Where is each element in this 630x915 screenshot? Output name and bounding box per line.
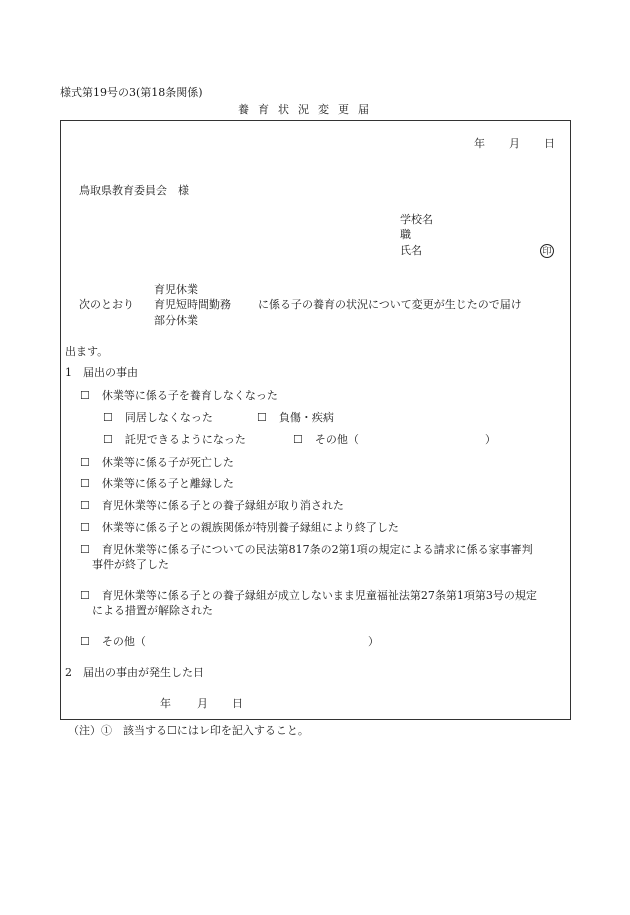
reason-other[interactable] (80, 635, 146, 649)
checkbox[interactable]: ☐ (257, 411, 267, 424)
section2-title: 2 届出の事由が発生した日 (65, 666, 204, 679)
leave-type-childcare: 育児休業 (154, 283, 198, 296)
reason-label: 休業等に係る子との親族関係が特別養子縁組により終了した (101, 521, 399, 534)
reason-label: 負傷・疾病 (278, 411, 334, 424)
intro-suffix: に係る子の養育の状況について変更が生じたので届け (258, 298, 522, 311)
reason-other-sub[interactable] (293, 433, 359, 447)
reason-label: 同居しなくなった (124, 411, 213, 424)
checkbox[interactable]: ☐ (103, 411, 113, 424)
reason-label: 休業等に係る子を養育しなくなった (101, 389, 278, 402)
reason-other-close: ） (368, 635, 379, 648)
occurred-day: 日 (232, 697, 243, 710)
reason-family-court-case[interactable] (80, 543, 533, 557)
reason-label: 育児休業等に係る子との養子縁組が成立しないまま児童福祉法第27条第1項第3号の規定 (101, 589, 537, 602)
reason-label: 育児休業等に係る子についての民法第817条の2第1項の規定による請求に係る家事審判 (101, 543, 533, 556)
reason-injury-illness[interactable] (257, 411, 334, 425)
reason-label: その他（ (101, 635, 146, 648)
checkbox[interactable]: ☐ (80, 589, 90, 602)
reason-measure-cancelled-cont: による措置が解除された (92, 604, 213, 617)
leave-type-partial: 部分休業 (154, 314, 198, 327)
reason-kinship-ended[interactable] (80, 521, 399, 535)
section1-title: 1 届出の事由 (65, 366, 138, 379)
intro-continued: 出ます。 (65, 345, 109, 358)
name-label: 氏名 (400, 244, 422, 257)
reason-no-longer-raising[interactable] (80, 389, 278, 403)
reason-other-sub-close: ） (485, 433, 496, 446)
checkbox[interactable]: ☐ (80, 477, 90, 490)
checkbox[interactable]: ☐ (103, 433, 113, 446)
form-title: 養育状況変更届 (238, 103, 378, 116)
leave-type-short-hours: 育児短時間勤務 (154, 298, 231, 311)
form-reference: 様式第19号の3(第18条関係) (60, 86, 203, 99)
reason-label: 育児休業等に係る子との養子縁組が取り消された (101, 499, 344, 512)
date-month: 月 (509, 137, 520, 150)
checkbox[interactable]: ☐ (80, 389, 90, 402)
reason-family-court-case-cont: 事件が終了した (92, 558, 169, 571)
checkbox[interactable]: ☐ (80, 521, 90, 534)
checkbox[interactable]: ☐ (293, 433, 303, 446)
post-label: 職 (400, 228, 411, 241)
reason-label: その他（ (314, 433, 359, 446)
reason-dissolved-adoption[interactable] (80, 477, 234, 491)
date-day: 日 (544, 137, 555, 150)
reason-measure-cancelled[interactable] (80, 589, 537, 603)
footnote: （注）① 該当する☐にはレ印を記入すること。 (68, 724, 309, 737)
checkbox[interactable]: ☐ (80, 543, 90, 556)
checkbox[interactable]: ☐ (80, 635, 90, 648)
addressee: 鳥取県教育委員会 様 (79, 184, 189, 197)
occurred-year: 年 (160, 697, 171, 710)
reason-label: 休業等に係る子が死亡した (101, 456, 234, 469)
reason-childcare-available[interactable] (103, 433, 246, 447)
reason-child-died[interactable] (80, 456, 234, 470)
reason-not-living-together[interactable] (103, 411, 213, 425)
date-year: 年 (474, 137, 485, 150)
reason-label: 託児できるようになった (124, 433, 246, 446)
school-name-label: 学校名 (400, 213, 433, 226)
intro-prefix: 次のとおり (79, 298, 134, 311)
checkbox[interactable]: ☐ (80, 456, 90, 469)
checkbox[interactable]: ☐ (80, 499, 90, 512)
reason-label: 休業等に係る子と離縁した (101, 477, 234, 490)
occurred-month: 月 (197, 697, 208, 710)
reason-adoption-cancelled[interactable] (80, 499, 344, 513)
seal-icon: 印 (540, 244, 554, 258)
